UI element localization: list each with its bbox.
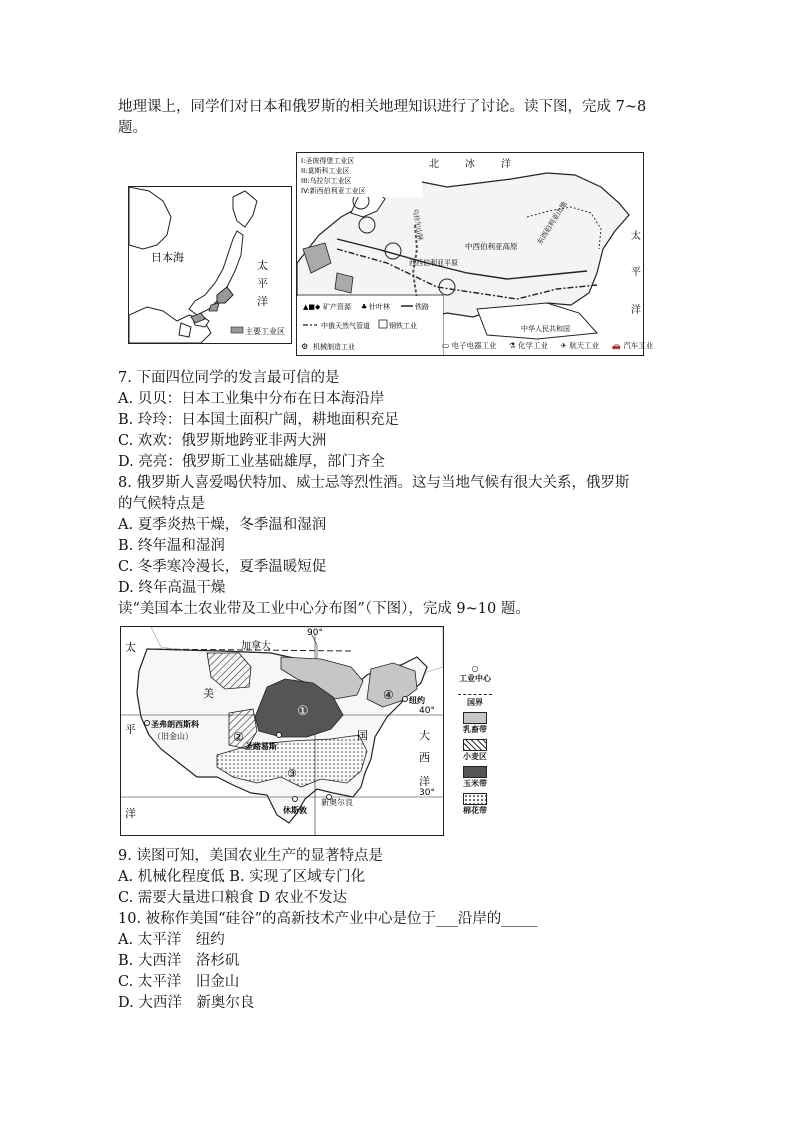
sf-city-dot xyxy=(145,721,150,726)
atlantic-char-2: 西 xyxy=(419,751,430,764)
ural-mountains-label: 乌拉尔山脉 xyxy=(411,207,425,242)
pacific-char-1: 太 xyxy=(631,231,641,242)
q9-options-line1: A. 机械化程度低 B. 实现了区域专门化 xyxy=(118,869,366,885)
machinery-icon: ⚙ xyxy=(301,342,309,351)
legend-machinery: 机械制造工业 xyxy=(313,343,355,351)
japan-map xyxy=(128,186,292,344)
russia-region-3: III:乌拉尔工业区 xyxy=(301,177,352,185)
region-1-number: ① xyxy=(297,704,309,719)
usa-map-graphic xyxy=(121,627,443,835)
pacific-char-3: 洋 xyxy=(125,807,136,820)
q10-option-b: B. 大西洋 洛杉矶 xyxy=(118,953,240,969)
canada-label: 加拿大 xyxy=(241,641,271,652)
legend-minerals-icons: ▲■◆ xyxy=(303,303,321,311)
usa-legend xyxy=(450,664,500,816)
q8-option-d: D. 终年高温干燥 xyxy=(118,580,226,596)
usa-char-2: 国 xyxy=(357,729,368,742)
legend-cotton: 棉花带 xyxy=(463,806,487,815)
russia-region-1: I:圣彼得堡工业区 xyxy=(301,157,355,165)
legend-dairy: 乳畜带 xyxy=(463,725,487,734)
usa-char-1: 美 xyxy=(203,687,214,700)
aerospace-icon: ✈ xyxy=(560,341,567,350)
q8-option-c: C. 冬季寒冷漫长，夏季温暖短促 xyxy=(118,559,327,575)
japan-map-graphic xyxy=(129,187,291,343)
west-siberian-plain-label: 西西伯利亚平原 xyxy=(409,259,458,267)
pacific-char-2: 平 xyxy=(125,723,136,736)
legend-conifer-icon: ♣ xyxy=(361,303,368,311)
q7-option-d: D. 亮亮：俄罗斯工业基础雄厚，部门齐全 xyxy=(118,454,385,470)
intro-text: 地理课上，同学们对日本和俄罗斯的相关地理知识进行了讨论。读下图，完成 7~8 xyxy=(118,99,647,115)
newyork-label: 纽约 xyxy=(409,696,425,705)
dairy-swatch xyxy=(463,712,487,724)
q10-stem: 10. 被称作美国“硅谷”的高新技术产业中心是位于___沿岸的_____ xyxy=(118,911,538,927)
arctic-char-3: 洋 xyxy=(501,159,511,170)
russia-map-graphic xyxy=(297,153,643,355)
q8-option-a: A. 夏季炎热干燥，冬季温和湿润 xyxy=(118,517,327,533)
legend-car: 汽车工业 xyxy=(623,341,654,350)
q7-option-a: A. 贝贝：日本工业集中分布在日本海沿岸 xyxy=(118,391,385,407)
q9-stem: 9. 读图可知，美国农业生产的显著特点是 xyxy=(118,848,383,864)
atlantic-char-3: 洋 xyxy=(419,775,430,788)
china-label: 中华人民共和国 xyxy=(521,325,570,333)
electronics-icon: ▭ xyxy=(442,341,450,350)
chemical-icon: ⚗ xyxy=(508,341,516,350)
sf-label: 圣弗朗西斯科 xyxy=(151,720,199,729)
legend-industrial-zone: 主要工业区 xyxy=(245,327,285,336)
q9-options-line2: C. 需要大量进口粮食 D 农业不发达 xyxy=(118,890,348,906)
pacific-char-3: 洋 xyxy=(257,295,268,308)
legend-corn: 玉米带 xyxy=(463,779,487,788)
houston-city-dot xyxy=(293,797,298,802)
legend-chemical: 化学工业 xyxy=(518,341,548,350)
industrial-zone-swatch xyxy=(231,327,243,333)
east-siberian-mountains-label: 东西伯利亚山地 xyxy=(535,200,569,247)
latitude-40-label: 40° xyxy=(419,706,435,716)
q10-option-c: C. 太平洋 旧金山 xyxy=(118,974,240,990)
pacific-char-3: 洋 xyxy=(631,305,641,316)
pacific-char-2: 平 xyxy=(257,277,268,290)
latitude-30-label: 30° xyxy=(419,788,435,798)
sf-label-2: （旧金山） xyxy=(153,732,193,741)
legend-railway: 铁路 xyxy=(415,303,429,311)
russia-legend-row3 xyxy=(442,340,653,351)
pacific-char-2: 平 xyxy=(631,267,641,278)
legend-aerospace: 航天工业 xyxy=(569,341,600,350)
atlantic-char-1: 大 xyxy=(419,729,430,742)
russia-map xyxy=(296,152,644,356)
legend-electronics: 电子电器工业 xyxy=(451,341,497,350)
q8-option-b: B. 终年温和湿润 xyxy=(118,538,225,554)
neworleans-label: 新奥尔良 xyxy=(321,798,353,807)
legend-wheat: 小麦区 xyxy=(463,752,487,761)
houston-label: 休斯敦 xyxy=(283,806,307,815)
wheat-swatch xyxy=(463,739,487,751)
border-line-icon xyxy=(458,686,492,695)
q8-stem-cont: 的气候特点是 xyxy=(118,496,205,512)
pacific-char-1: 太 xyxy=(125,641,136,654)
region-4-number: ④ xyxy=(383,688,394,702)
legend-industrial-center: 工业中心 xyxy=(459,674,491,683)
q7-stem: 7. 下面四位同学的发言最可信的是 xyxy=(118,370,340,386)
legend-minerals: 矿产资源 xyxy=(323,303,351,311)
region-3-number: ③ xyxy=(287,767,297,780)
pacific-char-1: 太 xyxy=(257,259,268,272)
russia-region-4: IV:新西伯利亚工业区 xyxy=(301,187,366,195)
region-2-number: ② xyxy=(233,730,244,744)
industrial-center-icon: ○ xyxy=(471,664,479,673)
stlouis-city-dot xyxy=(277,733,282,738)
intro-usa: 读“美国本土农业带及工业中心分布图”（下图），完成 9~10 题。 xyxy=(118,601,530,617)
legend-border: 国界 xyxy=(467,698,483,707)
sea-of-japan-label: 日本海 xyxy=(151,251,184,264)
longitude-label: 90° xyxy=(307,628,323,638)
arctic-char-1: 北 xyxy=(429,159,439,170)
q7-option-b: B. 玲玲：日本国土面积广阔，耕地面积充足 xyxy=(118,412,399,428)
arctic-char-2: 冰 xyxy=(465,159,475,170)
q7-option-c: C. 欢欢：俄罗斯地跨亚非两大洲 xyxy=(118,433,327,449)
q8-stem: 8. 俄罗斯人喜爱喝伏特加、威士忌等烈性酒。这与当地气候有很大关系，俄罗斯 xyxy=(118,475,630,491)
central-siberian-plateau-label: 中西伯利亚高原 xyxy=(465,242,518,251)
q10-option-a: A. 太平洋 纽约 xyxy=(118,932,225,948)
car-icon: 🚗 xyxy=(611,341,621,350)
corn-swatch xyxy=(463,766,487,778)
legend-steel: 钢铁工业 xyxy=(389,322,417,330)
usa-map xyxy=(120,626,444,836)
legend-conifer: 针叶林 xyxy=(369,303,390,311)
russia-region-2: II:莫斯科工业区 xyxy=(301,167,350,175)
legend-pipeline: 中俄天然气管道 xyxy=(321,322,370,330)
stlouis-label: 圣路易斯 xyxy=(245,742,277,751)
cotton-swatch xyxy=(463,793,487,805)
q10-option-d: D. 大西洋 新奥尔良 xyxy=(118,995,255,1011)
intro-text-cont: 题。 xyxy=(118,120,147,136)
newyork-city-dot xyxy=(403,697,408,702)
